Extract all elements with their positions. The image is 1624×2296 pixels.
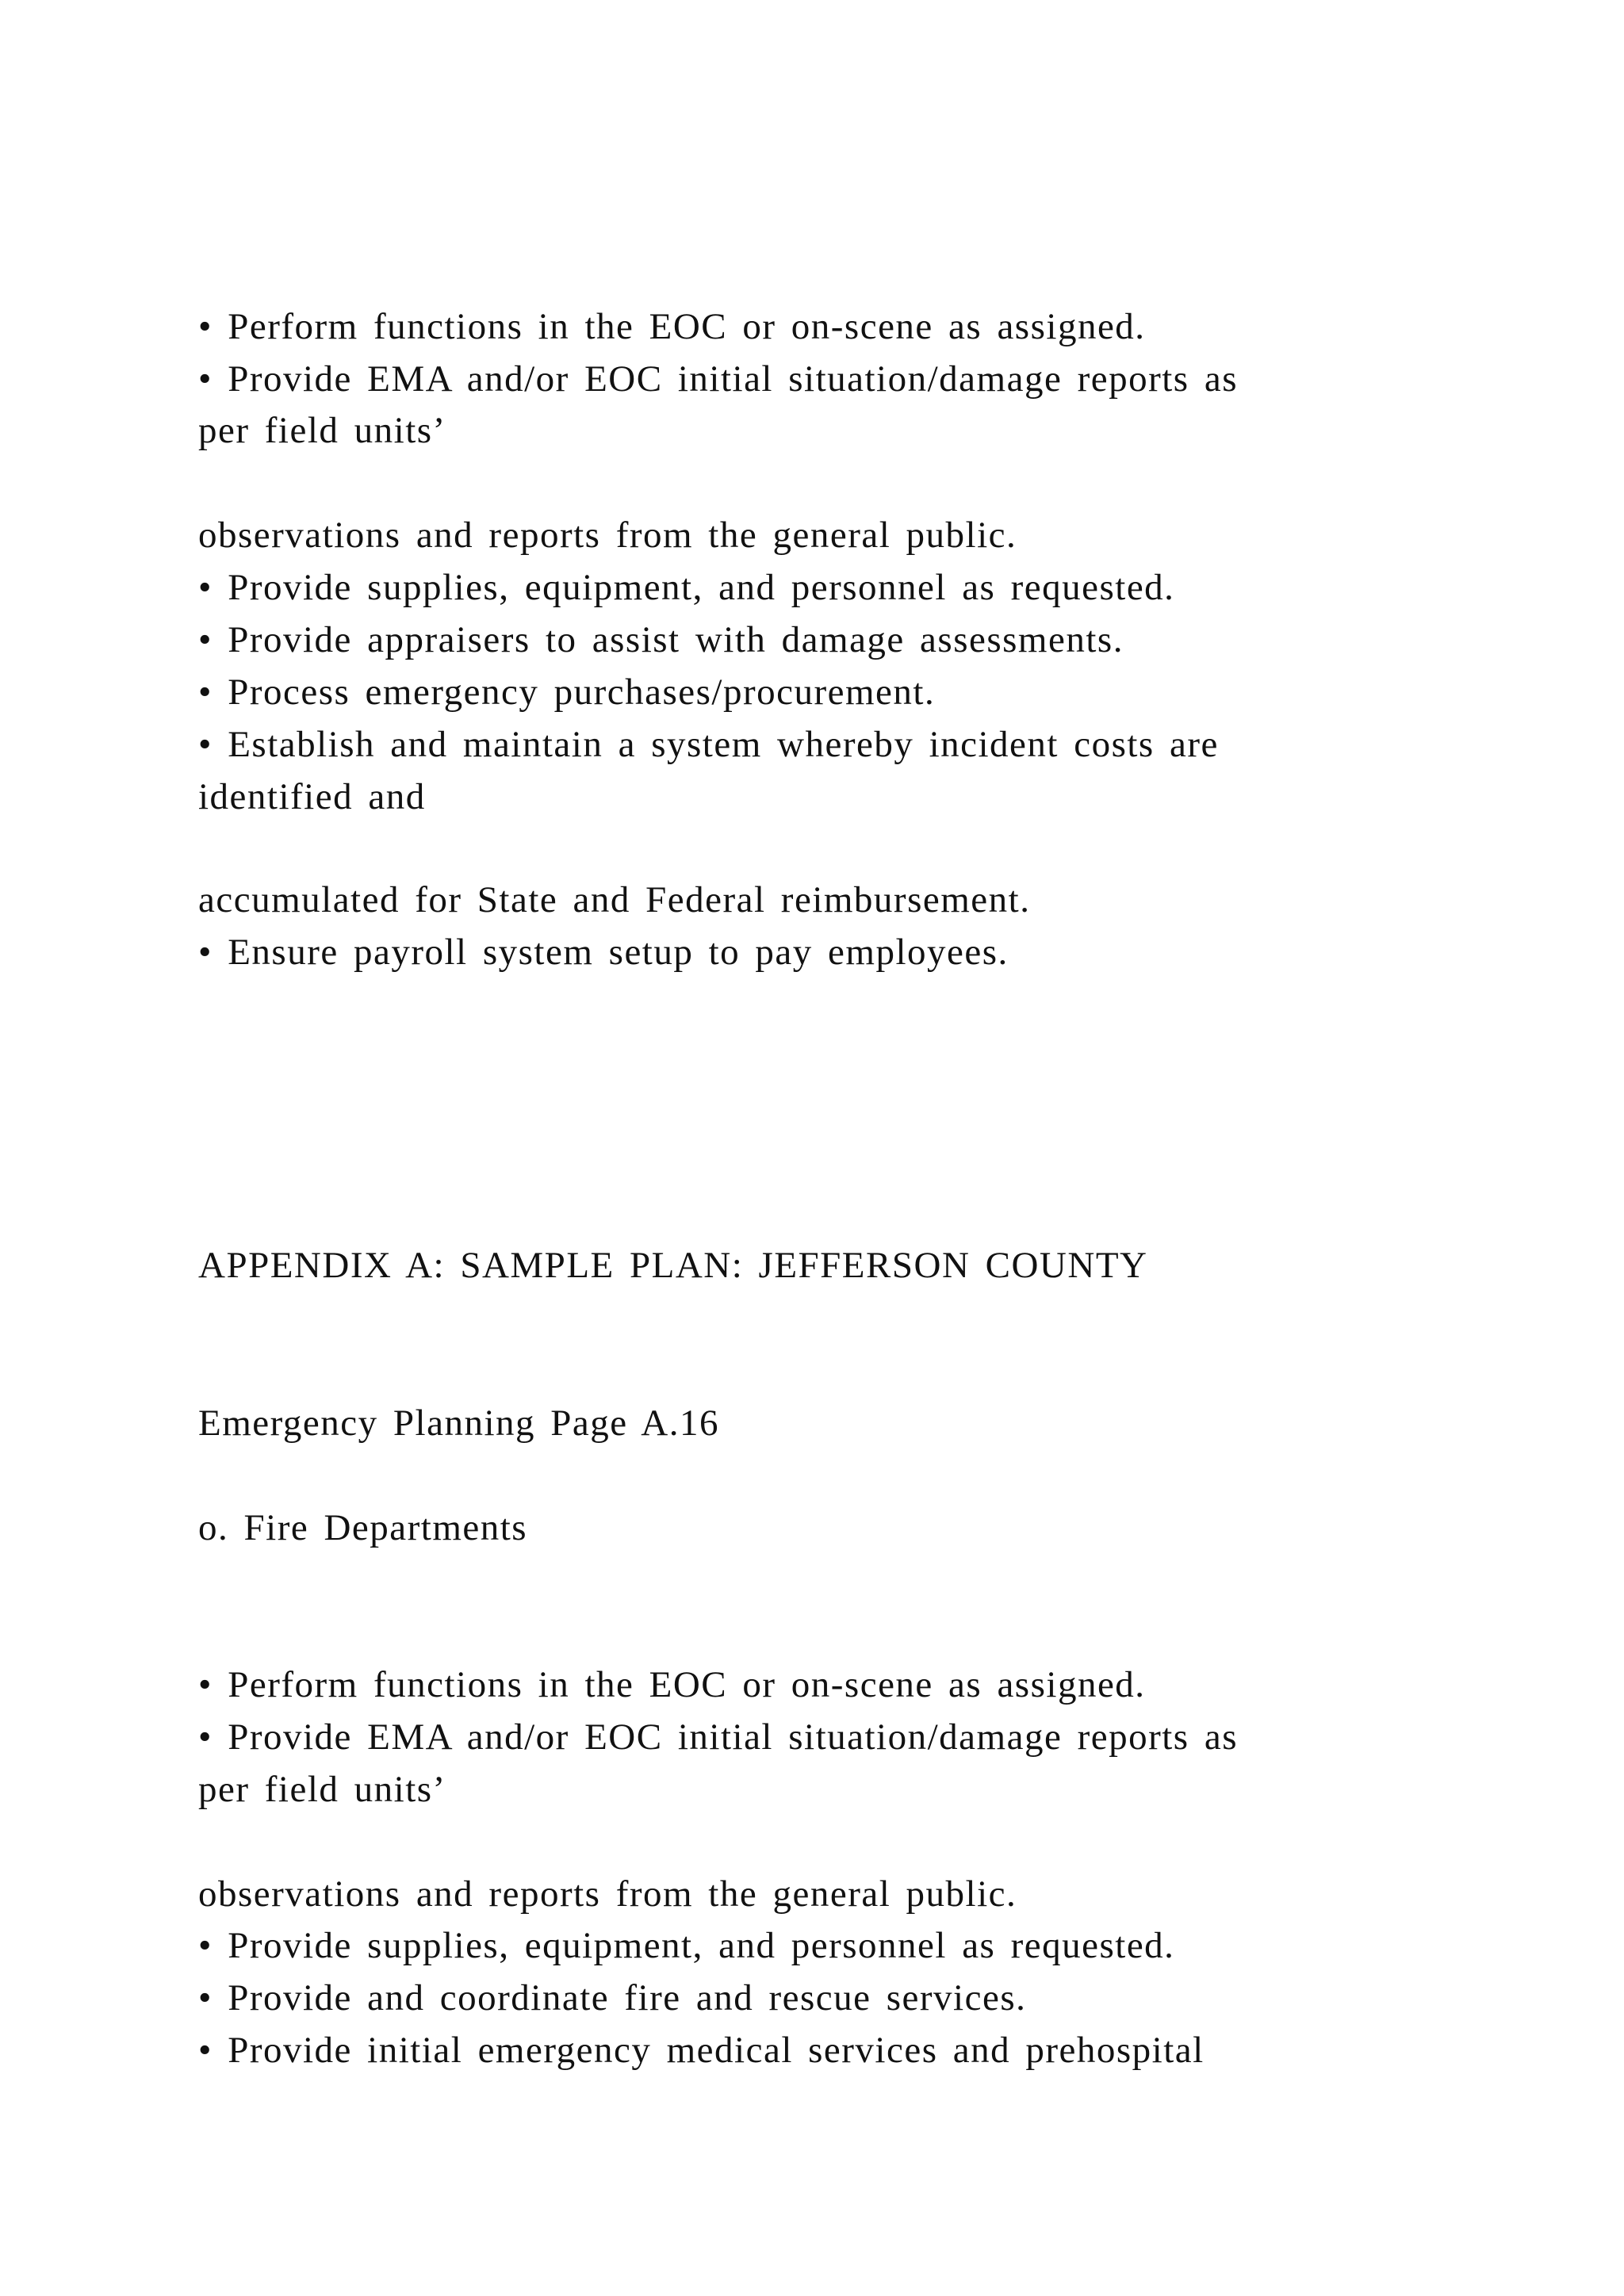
- section-one-line: identified and: [198, 776, 426, 817]
- section-two-line: • Perform functions in the EOC or on-scene as assigned.: [198, 1664, 1146, 1705]
- page-footer: Emergency Planning Page A.16: [198, 1402, 719, 1444]
- subsection-title: o. Fire Departments: [198, 1507, 528, 1548]
- appendix-heading: APPENDIX A: SAMPLE PLAN: JEFFERSON COUNTY: [198, 1245, 1148, 1286]
- section-two-line: • Provide initial emergency medical services and prehospital: [198, 2030, 1205, 2071]
- section-one-line: • Provide supplies, equipment, and personnel as requested.: [198, 567, 1175, 608]
- section-one-line: • Establish and maintain a system whereby incident costs are: [198, 724, 1219, 765]
- section-one-line: • Process emergency purchases/procurement.: [198, 672, 936, 713]
- section-one-line: per field units’: [198, 410, 446, 451]
- section-one-line: • Perform functions in the EOC or on-scene as assigned.: [198, 306, 1146, 347]
- section-two-line: • Provide EMA and/or EOC initial situation/damage reports as: [198, 1716, 1238, 1758]
- section-two-line: observations and reports from the general public.: [198, 1873, 1017, 1915]
- section-one-line: • Ensure payroll system setup to pay employees.: [198, 932, 1009, 973]
- section-two-line: • Provide and coordinate fire and rescue services.: [198, 1977, 1027, 2019]
- section-one-line: • Provide EMA and/or EOC initial situation/damage reports as: [198, 358, 1238, 400]
- section-two-line: per field units’: [198, 1769, 446, 1810]
- section-one-line: observations and reports from the general public.: [198, 515, 1017, 556]
- section-one-line: accumulated for State and Federal reimbursement.: [198, 879, 1031, 920]
- section-two-line: • Provide supplies, equipment, and personnel as requested.: [198, 1925, 1175, 1966]
- section-one-line: • Provide appraisers to assist with damage assessments.: [198, 619, 1124, 660]
